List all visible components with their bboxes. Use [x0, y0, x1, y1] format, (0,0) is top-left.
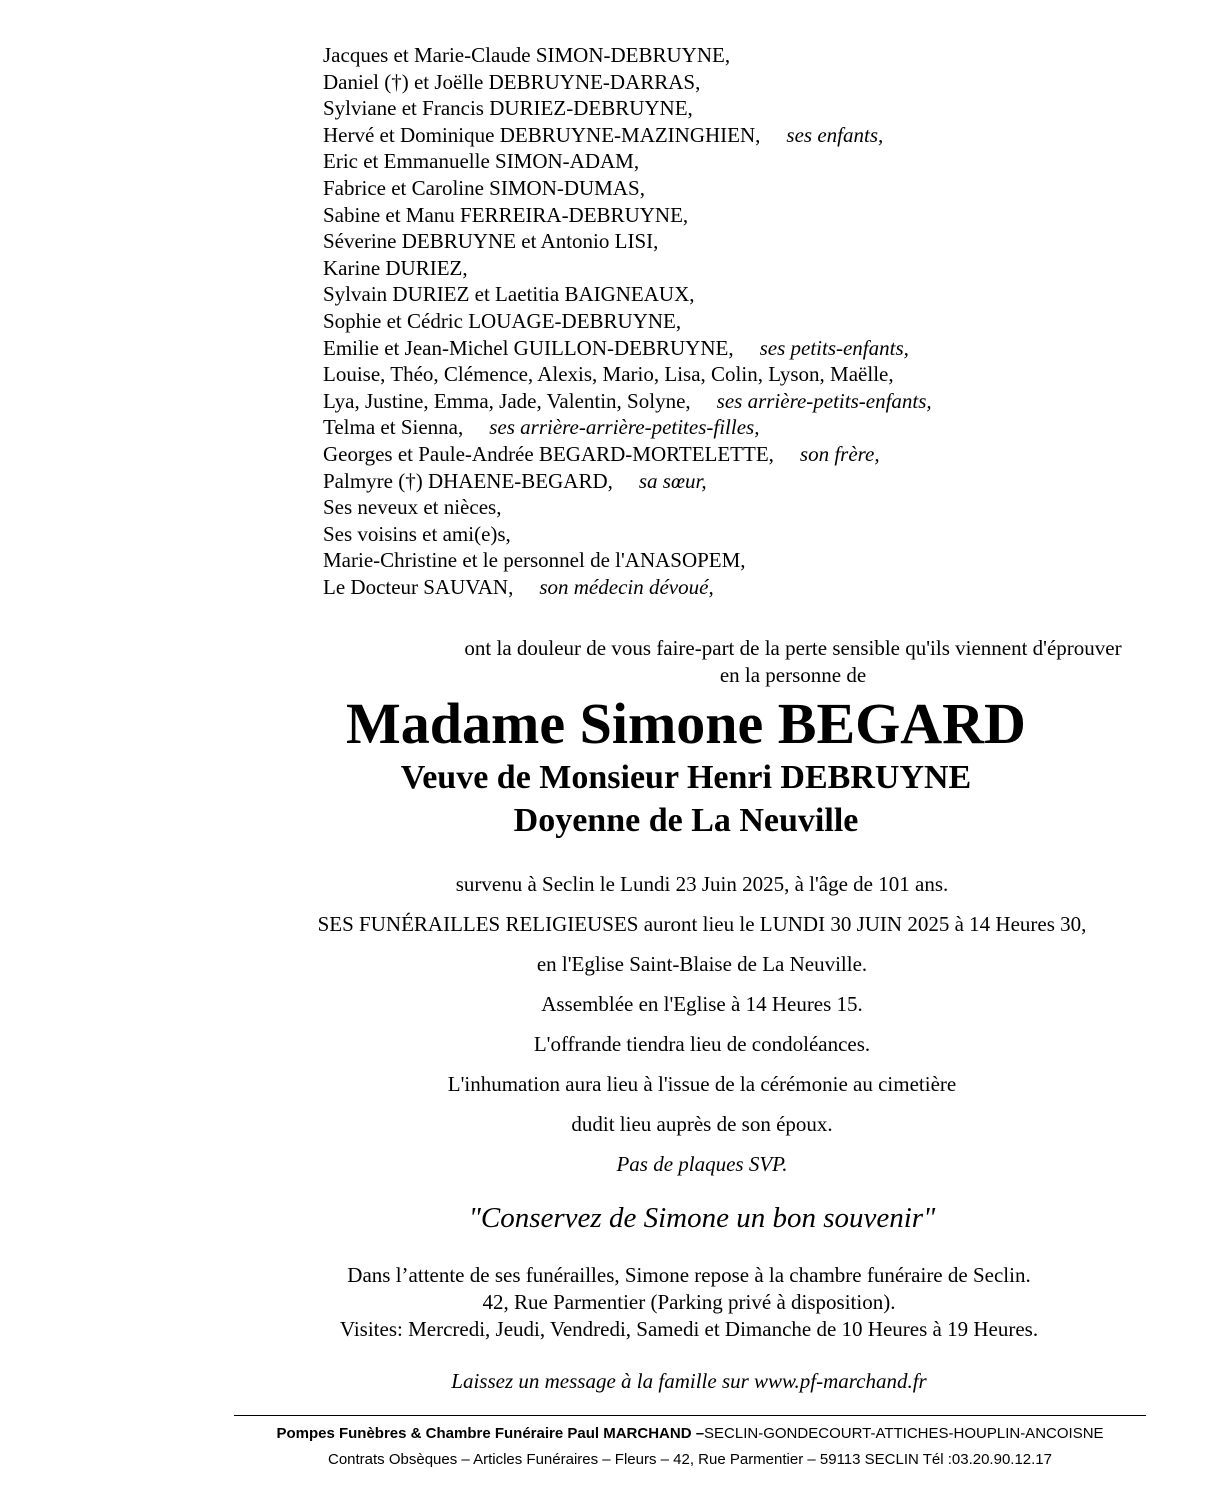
- family-line: [323, 95, 932, 122]
- family-line: [323, 42, 932, 69]
- message-link-note: Laissez un message à la famille sur www.pf-marchand.fr: [451, 1369, 927, 1393]
- intro-line: en la personne de: [719, 663, 867, 687]
- deceased-title: Doyenne de La Neuville: [513, 802, 859, 839]
- family-line: [323, 175, 932, 202]
- family-name: Georges et Paule-Andrée BEGARD-MORTELETTE,: [323, 441, 774, 466]
- funeral-details: [95, 864, 1214, 1184]
- family-name: Le Docteur SAUVAN,: [323, 574, 514, 599]
- family-name: Sophie et Cédric LOUAGE-DEBRUYNE,: [323, 308, 682, 333]
- family-line: [323, 521, 932, 548]
- burial-line: L'inhumation aura lieu à l'issue de la cérémonie au cimetière: [447, 1072, 957, 1096]
- footer-contact: Contrats Obsèques – Articles Funéraires – Fleurs – 42, Rue Parmentier – 59113 SECLIN Tél :03.20.90.12.17: [327, 1451, 1052, 1468]
- family-line: [323, 574, 932, 601]
- family-line: [323, 361, 932, 388]
- family-line: [323, 468, 932, 495]
- family-role: son frère,: [799, 441, 880, 466]
- resting-address: 42, Rue Parmentier (Parking privé à disposition).: [482, 1290, 896, 1314]
- family-role: ses enfants,: [786, 122, 884, 147]
- intro-line: ont la douleur de vous faire-part de la perte sensible qu'ils viennent d'éprouver: [464, 636, 1122, 660]
- company-locations: SECLIN-GONDECOURT-ATTICHES-HOUPLIN-ANCOISNE: [704, 1425, 1104, 1442]
- family-name: Sabine et Manu FERREIRA-DEBRUYNE,: [323, 202, 689, 227]
- resting-info: [82, 1262, 1214, 1343]
- burial-line: dudit lieu auprès de son époux.: [571, 1112, 833, 1136]
- family-name: Sylviane et Francis DURIEZ-DEBRUYNE,: [323, 96, 693, 121]
- memorial-quote: "Conservez de Simone un bon souvenir": [468, 1202, 936, 1234]
- death-notice: survenu à Seclin le Lundi 23 Juin 2025, à l'âge de 101 ans.: [455, 872, 949, 896]
- family-line: [323, 281, 932, 308]
- family-line: [323, 122, 932, 149]
- family-role: ses petits-enfants,: [759, 335, 909, 360]
- family-line: [323, 69, 932, 96]
- family-name: Ses voisins et ami(e)s,: [323, 521, 511, 546]
- family-name: Hervé et Dominique DEBRUYNE-MAZINGHIEN,: [323, 122, 761, 147]
- deceased-widow-of: Veuve de Monsieur Henri DEBRUYNE: [400, 759, 972, 796]
- family-line: [323, 308, 932, 335]
- family-name: Daniel (†) et Joëlle DEBRUYNE-DARRAS,: [323, 69, 701, 94]
- family-line: [323, 335, 932, 362]
- footer-divider: [234, 1415, 1146, 1416]
- family-name: Karine DURIEZ,: [323, 255, 468, 280]
- family-name: Ses neveux et nièces,: [323, 495, 502, 520]
- family-list: [323, 42, 932, 600]
- offering-note: L'offrande tiendra lieu de condoléances.: [533, 1032, 871, 1056]
- footer-company: [83, 1421, 1214, 1447]
- family-name: Marie-Christine et le personnel de l'ANASOPEM,: [323, 548, 746, 573]
- family-role: ses arrière-petits-enfants,: [716, 388, 932, 413]
- family-line: [323, 202, 932, 229]
- assembly-time: Assemblée en l'Eglise à 14 Heures 15.: [541, 992, 863, 1016]
- no-plaques-note: Pas de plaques SVP.: [616, 1152, 788, 1176]
- church-location: en l'Eglise Saint-Blaise de La Neuville.: [536, 952, 868, 976]
- family-line: [323, 494, 932, 521]
- family-name: Eric et Emmanuelle SIMON-ADAM,: [323, 149, 640, 174]
- family-role: son médecin dévoué,: [539, 574, 714, 599]
- funeral-time: SES FUNÉRAILLES RELIGIEUSES auront lieu le LUNDI 30 JUIN 2025 à 14 Heures 30,: [317, 912, 1087, 936]
- family-name: Séverine DEBRUYNE et Antonio LISI,: [323, 229, 659, 254]
- family-line: [323, 148, 932, 175]
- family-line: [323, 414, 932, 441]
- resting-line: Dans l’attente de ses funérailles, Simone repose à la chambre funéraire de Seclin.: [347, 1263, 1031, 1287]
- family-line: [323, 388, 932, 415]
- family-line: [323, 547, 932, 574]
- visiting-hours: Visites: Mercredi, Jeudi, Vendredi, Samedi et Dimanche de 10 Heures à 19 Heures.: [339, 1317, 1039, 1341]
- deceased-name: Madame Simone BEGARD: [346, 691, 1026, 756]
- family-name: Palmyre (†) DHAENE-BEGARD,: [323, 468, 613, 493]
- family-name: Fabrice et Caroline SIMON-DUMAS,: [323, 175, 645, 200]
- company-name: Pompes Funèbres & Chambre Funéraire Paul MARCHAND –: [276, 1425, 705, 1442]
- family-name: Telma et Sienna,: [323, 415, 464, 440]
- family-name: Jacques et Marie-Claude SIMON-DEBRUYNE,: [323, 43, 731, 67]
- family-line: [323, 228, 932, 255]
- family-line: [323, 255, 932, 282]
- family-line: [323, 441, 932, 468]
- family-name: Emilie et Jean-Michel GUILLON-DEBRUYNE,: [323, 335, 734, 360]
- announcement-intro: [186, 635, 1214, 689]
- family-role: sa sœur,: [638, 468, 707, 493]
- family-name: Sylvain DURIEZ et Laetitia BAIGNEAUX,: [323, 282, 695, 307]
- family-role: ses arrière-arrière-petites-filles,: [489, 415, 760, 440]
- family-name: Louise, Théo, Clémence, Alexis, Mario, Lisa, Colin, Lyson, Maëlle,: [323, 362, 894, 387]
- family-name: Lya, Justine, Emma, Jade, Valentin, Solyne,: [323, 388, 691, 413]
